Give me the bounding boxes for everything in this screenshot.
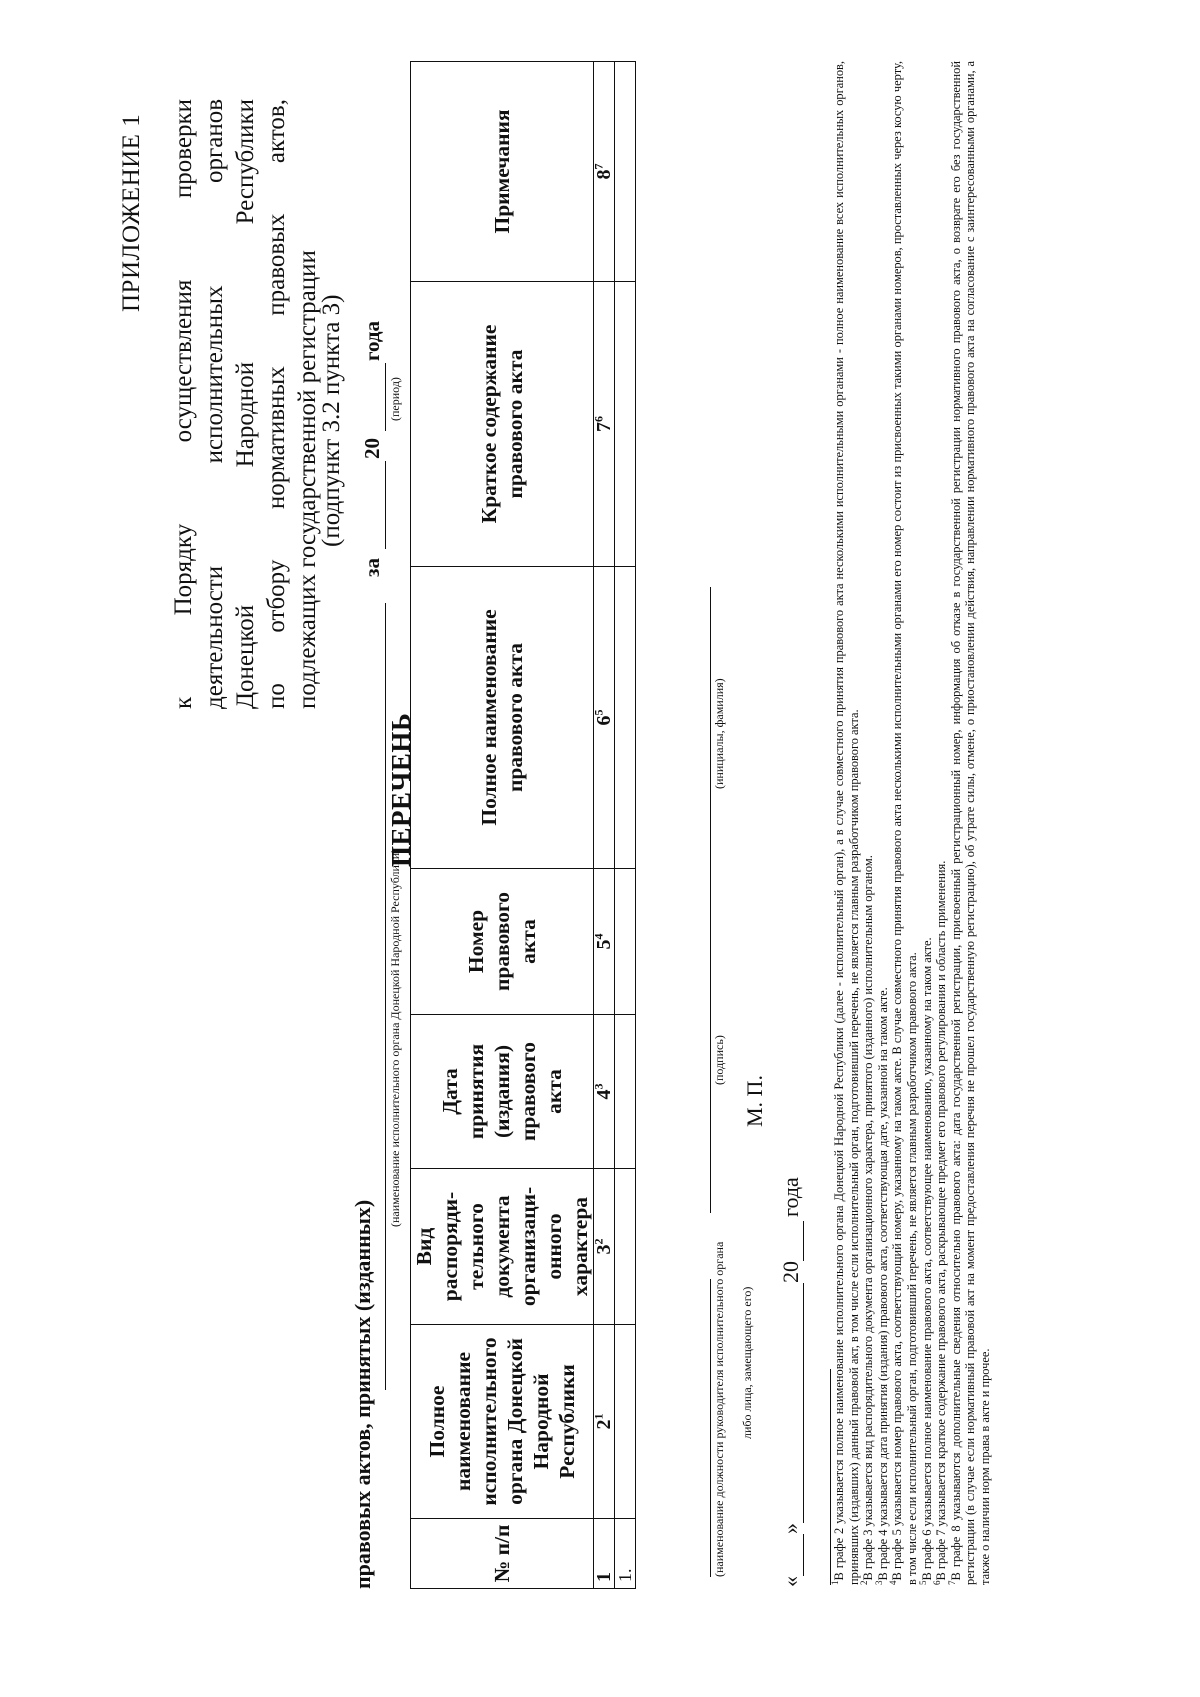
date-century: 20 bbox=[778, 1261, 803, 1283]
column-number-row bbox=[594, 62, 615, 1589]
column-number-cell bbox=[591, 1169, 615, 1325]
footnote bbox=[861, 61, 876, 1585]
footnote-text: В графе 7 указывается краткое содержание правового акта, раскрывающее предмет его правового регулирования и область применения. bbox=[934, 860, 949, 1581]
position-caption-continued: либо лица, замещающего его) bbox=[740, 1286, 754, 1439]
column-number-cell bbox=[591, 1015, 615, 1169]
header-cell: Полное наименование исполнительного органа Донецкой Народной Республики bbox=[411, 1325, 594, 1519]
appendix-text bbox=[168, 99, 323, 709]
table-row bbox=[615, 62, 636, 1589]
date-open-quote: « bbox=[778, 1576, 803, 1587]
footnote bbox=[934, 61, 949, 1585]
footnote bbox=[917, 61, 935, 1585]
column-number-footnote-ref: 4 bbox=[591, 933, 606, 940]
header-cell: Вид распоряди-тельного документа организаци-онного характера bbox=[411, 1169, 594, 1325]
column-number: 3 bbox=[593, 1244, 615, 1255]
column-number: 2 bbox=[593, 1419, 615, 1430]
table-cell bbox=[615, 869, 636, 1015]
position-caption: (наименование должности руководителя исполнительного органа bbox=[712, 1241, 726, 1577]
column-number-footnote-ref: 3 bbox=[591, 1083, 606, 1090]
footnote-number: 2 bbox=[859, 1580, 870, 1585]
column-number-footnote-ref: 1 bbox=[591, 1413, 606, 1420]
footnote bbox=[873, 61, 891, 1585]
period-year-label: года bbox=[360, 320, 384, 361]
organ-name-underline bbox=[385, 603, 386, 1390]
column-number: 7 bbox=[593, 422, 615, 432]
table-cell: 1. bbox=[615, 1519, 636, 1589]
header-cell: Дата принятия (издания) правового акта bbox=[411, 1015, 594, 1169]
date-year-label: года bbox=[778, 1177, 803, 1217]
table-cell bbox=[615, 282, 636, 567]
column-number: 6 bbox=[593, 715, 615, 726]
footnote bbox=[829, 61, 861, 1585]
column-number-cell bbox=[591, 282, 615, 567]
table-cell bbox=[615, 1015, 636, 1169]
table-cell bbox=[615, 1325, 636, 1519]
column-number-footnote-ref: 7 bbox=[591, 163, 606, 170]
initials-caption: (инициалы, фамилия) bbox=[712, 678, 726, 789]
date-close-quote: » bbox=[778, 1523, 803, 1534]
table-header-row bbox=[411, 62, 594, 1589]
footnote-text: В графе 8 указываются дополнительные сведения относительно правового акта: дата государственной регистрации, присвоенный регистрационный номер, информация об отказе в государственной регистрации нормативного правового акта, о возврате его без государственной регистрации (в случае если нормативный правовой акт на момент предоставления перечня не прошел государственную регистрацию), об утрате силы, отмене, о приостановлении действия, направлении нормативного правового акта на согласование с заинтересованными органами, а также о наличии норм права в акте и прочее. bbox=[948, 61, 992, 1585]
year-blank bbox=[783, 1221, 804, 1261]
footnote-text: В графе 6 указывается полное наименование правового акта, соответствующее наименованию, указанному на таком акте. bbox=[919, 937, 934, 1581]
signature-caption: (подпись) bbox=[712, 1035, 726, 1085]
footnote-number: 5 bbox=[917, 1580, 928, 1585]
period-caption: (период) bbox=[388, 377, 402, 421]
footnote-separator bbox=[830, 1369, 831, 1585]
table-cell bbox=[615, 62, 636, 282]
header-cell: № п/п bbox=[411, 1519, 594, 1589]
appendix-line: деятельности исполнительных органов bbox=[201, 99, 228, 709]
column-number-cell bbox=[594, 1519, 615, 1589]
document-title: ПЕРЕЧЕНЬ bbox=[386, 712, 416, 867]
footnote bbox=[890, 61, 919, 1585]
appendix-line: Донецкой Народной Республики bbox=[232, 99, 259, 709]
column-number-footnote-ref: 5 bbox=[591, 709, 606, 716]
footnote bbox=[946, 61, 993, 1585]
title-line-text: правовых актов, принятых (изданных) bbox=[350, 1199, 375, 1589]
appendix-line: подлежащих государственной регистрации bbox=[294, 250, 321, 709]
header-cell: Примечания bbox=[411, 62, 594, 282]
appendix-line: к Порядку осуществления проверки bbox=[170, 99, 197, 709]
column-number: 5 bbox=[593, 939, 615, 950]
footnote-text: В графе 3 указывается вид распорядительного документа организационного характера, принятого (изданного) исполнительным органом. bbox=[861, 855, 876, 1581]
footnote-number: 3 bbox=[873, 1580, 884, 1585]
appendix-line: по отбору нормативных правовых актов, bbox=[263, 99, 290, 709]
footnote-number: 6 bbox=[932, 1580, 943, 1585]
table-cell bbox=[615, 1169, 636, 1325]
footnote-text: В графе 4 указывается дата принятия (издания) правового акта, соответствующая дате, указанной на таком акте. bbox=[875, 987, 890, 1581]
header-cell: Полное наименование правового акта bbox=[411, 567, 594, 869]
month-blank bbox=[783, 1283, 804, 1523]
column-number-footnote-ref: 6 bbox=[591, 416, 606, 422]
day-blank bbox=[783, 1534, 804, 1576]
period-prefix: за bbox=[360, 558, 384, 577]
subpoint-reference: (подпункт 3.2 пункта 3) bbox=[318, 294, 345, 547]
column-number-footnote-ref: 2 bbox=[591, 1238, 606, 1245]
column-number: 4 bbox=[593, 1089, 615, 1100]
signature-line bbox=[710, 891, 711, 1213]
column-number: 8 bbox=[593, 169, 615, 180]
footnote-number: 1 bbox=[829, 1580, 840, 1585]
acts-table bbox=[410, 61, 636, 1589]
footnotes bbox=[829, 61, 993, 1585]
column-number-cell bbox=[591, 567, 615, 869]
footnote-number: 7 bbox=[946, 1580, 957, 1585]
header-cell: Краткое содержание правового акта bbox=[411, 282, 594, 567]
header-cell: Номер правового акта bbox=[411, 869, 594, 1015]
column-number: 1 bbox=[593, 1572, 615, 1582]
stamp-place: М. П. bbox=[742, 1075, 767, 1127]
period-underline bbox=[385, 461, 386, 549]
table-cell bbox=[615, 567, 636, 869]
organ-name-caption: (наименование исполнительного органа Донецкой Народной Республики) bbox=[388, 848, 402, 1227]
period-century: 20 bbox=[360, 438, 384, 459]
position-signature-line bbox=[710, 1279, 711, 1577]
column-number-cell bbox=[591, 869, 615, 1015]
footnote-number: 4 bbox=[888, 1580, 899, 1585]
footnote-text: В графе 2 указывается полное наименование исполнительного органа Донецкой Народной Республики (далее - исполнительный орган), а в случае совместного принятия правового акта несколькими исполнительными органами - полное наименование всех исполнительных органов, принявших (издавших) данный правовой акт, в том числе если исполнительный орган, подготовивший перечень, не является главным разработчиком правового акта. bbox=[832, 61, 861, 1585]
appendix-title: ПРИЛОЖЕНИЕ 1 bbox=[118, 113, 145, 312]
column-number-cell bbox=[591, 1325, 615, 1519]
column-number-cell bbox=[591, 62, 615, 282]
signature-date bbox=[778, 1177, 804, 1587]
initials-line bbox=[710, 587, 711, 891]
period-year-underline bbox=[385, 363, 386, 431]
footnote-text: В графе 5 указывается номер правового акта, соответствующий номеру, указанному на таком акте. В случае совместного принятия правового акта несколькими исполнительными органами его номер состоит из присвоенных такими органами номеров, проставленных через косую черту, в том числе если исполнительный орган, подготовивший перечень, не является главным разработчиком правового акта. bbox=[890, 61, 919, 1585]
